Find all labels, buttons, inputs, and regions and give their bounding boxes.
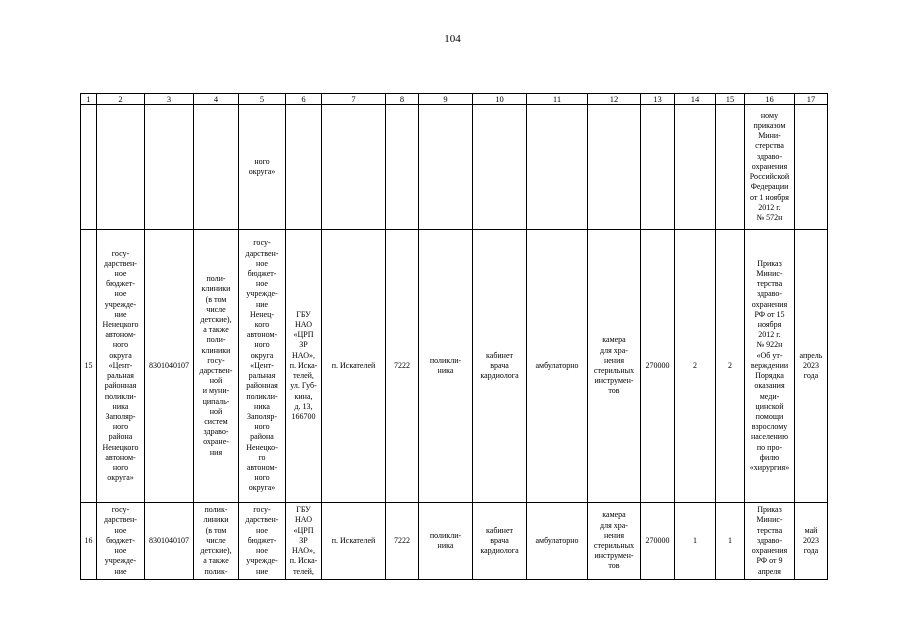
table-cell [795,105,828,230]
column-header: 8 [386,94,419,105]
quantity-cell: 2 [675,230,716,503]
table-cell [419,105,473,230]
column-header: 14 [675,94,716,105]
table-cell [527,105,588,230]
department-cell: поликли- ника [419,230,473,503]
table-cell [588,105,641,230]
column-header: 2 [97,94,145,105]
legal-basis-cell: ному приказом Мини- стерства здраво- охранения Российской Федерации от 1 ноября 2012 г. № 572н [745,105,795,230]
quantity-cell: 2 [716,230,745,503]
column-header: 4 [194,94,239,105]
column-header: 5 [239,94,286,105]
equipment-cell: камера для хра- нения стерильных инструмен- тов [588,503,641,580]
quantity-cell: 1 [716,503,745,580]
facility-name-cell: госу- дарствен- ное бюджет- ное учрежде- ние [239,503,286,580]
table-cell [145,105,194,230]
column-header: 13 [641,94,675,105]
column-header: 3 [145,94,194,105]
code-cell: 7222 [386,230,419,503]
care-mode-cell: амбулаторно [527,503,588,580]
header-row [81,94,828,105]
page-number: 104 [444,33,461,45]
care-mode-cell: амбулаторно [527,230,588,503]
code-cell: 7222 [386,503,419,580]
table-cell [675,105,716,230]
column-header: 15 [716,94,745,105]
column-header: 9 [419,94,473,105]
cabinet-cell: кабинет врача кардиолога [473,230,527,503]
inn-cell: 8301040107 [145,230,194,503]
settlement-cell: п. Искателей [322,503,386,580]
facility-name-cell: госу- дарствен- ное бюджет- ное учрежде- ние Ненец- кого автоном- ного округа «Цент- ральная районная поликли- ника Заполяр- ного района Ненецко- го автоном- ного округа» [239,230,286,503]
table-cell [386,105,419,230]
column-header: 11 [527,94,588,105]
column-header: 10 [473,94,527,105]
column-header: 1 [81,94,97,105]
department-cell: поликли- ника [419,503,473,580]
table-cell [641,105,675,230]
deadline-cell: май 2023 года [795,503,828,580]
table-cell [716,105,745,230]
table-cell [322,105,386,230]
column-header: 16 [745,94,795,105]
settlement-cell: п. Искателей [322,230,386,503]
table-cell [81,105,97,230]
facility-type-cell: полик- линики (в том числе детские), а также полик- [194,503,239,580]
facility-type-cell: поли- клиники (в том числе детские), а также поли- клиники госу- дарствен- ной и муни- ципаль- ной систем здраво- охране- ния [194,230,239,503]
deadline-cell: апрель 2023 года [795,230,828,503]
legal-basis-cell: Приказ Минис- терства здраво- охранения РФ от 15 ноября 2012 г. № 922н «Об ут- верждении Порядка оказания меди- цинской помощи взрослому населению по про- филю «хирургия» [745,230,795,503]
table-cell [194,105,239,230]
column-header: 6 [286,94,322,105]
address-cell: ГБУ НАО «ЦРП ЗР НАО», п. Иска- телей, ул. Губ- кина, д. 13, 166700 [286,230,322,503]
table-row [81,503,828,580]
equipment-cell: камера для хра- нения стерильных инструмен- тов [588,230,641,503]
address-cell: ГБУ НАО «ЦРП ЗР НАО», п. Иска- телей, [286,503,322,580]
table-cell [286,105,322,230]
column-header: 7 [322,94,386,105]
table-cell [473,105,527,230]
table-row [81,230,828,503]
facility-name-cell: ного округа» [239,105,286,230]
quantity-cell: 1 [675,503,716,580]
table-cell [97,105,145,230]
organization-cell: госу- дарствен- ное бюджет- ное учрежде- ние Ненецкого автоном- ного округа «Цент- ральная районная поликли- ника Заполяр- ного района Ненецкого автоном- ного округа» [97,230,145,503]
price-cell: 270000 [641,503,675,580]
column-header: 12 [588,94,641,105]
legal-basis-cell: Приказ Минис- терства здраво- охранения РФ от 9 апреля [745,503,795,580]
column-header: 17 [795,94,828,105]
row-number-cell: 15 [81,230,97,503]
continuation-row [81,105,828,230]
row-number-cell: 16 [81,503,97,580]
cabinet-cell: кабинет врача кардиолога [473,503,527,580]
equipment-table [80,93,828,580]
organization-cell: госу- дарствен- ное бюджет- ное учрежде- ние [97,503,145,580]
price-cell: 270000 [641,230,675,503]
inn-cell: 8301040107 [145,503,194,580]
